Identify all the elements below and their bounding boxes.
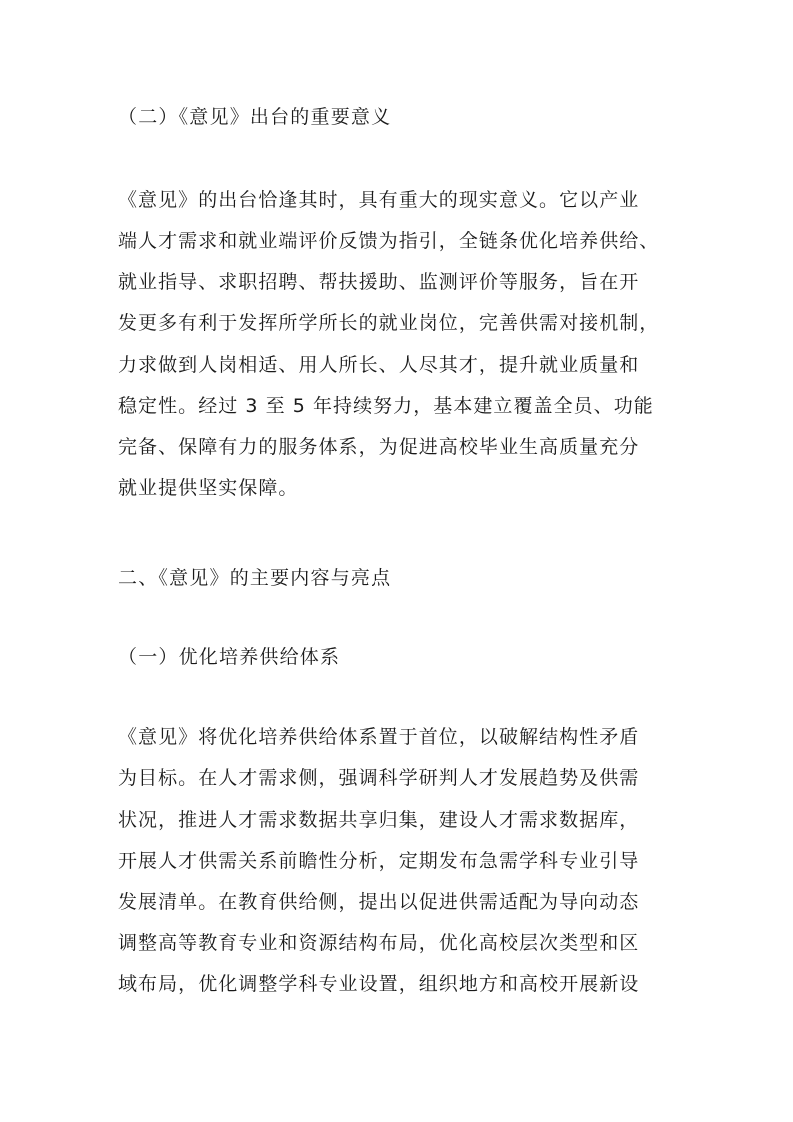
paragraph-line: 发更多有利于发挥所学所长的就业岗位，完善供需对接机制， — [118, 312, 660, 334]
paragraph-line: 就业指导、求职招聘、帮扶援助、监测评价等服务，旨在开 — [118, 271, 640, 293]
paragraph-line: 完备、保障有力的服务体系，为促进高校毕业生高质量充分 — [118, 436, 640, 458]
paragraph-line: 域布局，优化调整学科专业设置，组织地方和高校开展新设 — [118, 973, 640, 995]
section-heading-main-content: 二、《意见》的主要内容与亮点 — [118, 567, 392, 589]
paragraph-line: 《意见》将优化培养供给体系置于首位，以破解结构性矛盾 — [118, 726, 640, 748]
paragraph-line: 开展人才供需关系前瞻性分析，定期发布急需学科专业引导 — [118, 850, 640, 872]
section-heading-significance: （二）《意见》出台的重要意义 — [118, 106, 392, 128]
paragraph-line: 状况，推进人才需求数据共享归集，建设人才需求数据库， — [118, 809, 640, 831]
paragraph-line: 《意见》的出台恰逢其时，具有重大的现实意义。它以产业 — [118, 189, 640, 211]
paragraph-line: 调整高等教育专业和资源结构布局，优化高校层次类型和区 — [118, 932, 640, 954]
paragraph-line: 端人才需求和就业端评价反馈为指引，全链条优化培养供给、 — [118, 230, 660, 252]
paragraph-line: 力求做到人岗相适、用人所长、人尽其才，提升就业质量和 — [118, 354, 640, 376]
paragraph-line: 发展清单。在教育供给侧，提出以促进供需适配为导向动态 — [118, 891, 640, 913]
paragraph-line: 稳定性。经过 3 至 5 年持续努力，基本建立覆盖全员、功能 — [118, 395, 654, 417]
subsection-heading-supply: （一）优化培养供给体系 — [118, 646, 341, 668]
paragraph-line: 就业提供坚实保障。 — [118, 477, 299, 499]
paragraph-line: 为目标。在人才需求侧，强调科学研判人才发展趋势及供需 — [118, 767, 640, 789]
